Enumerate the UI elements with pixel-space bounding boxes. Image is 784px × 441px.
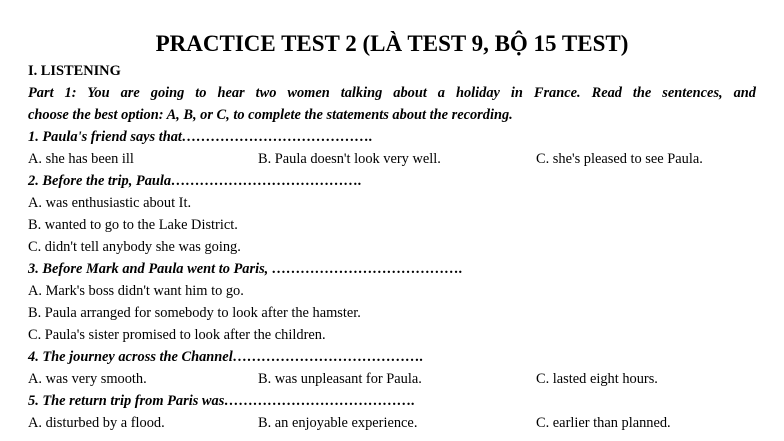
- question-1-option-c: C. she's pleased to see Paula.: [536, 151, 703, 167]
- question-5-option-c: C. earlier than planned.: [536, 415, 671, 431]
- question-1-stem: 1. Paula's friend says that………………………………….: [28, 129, 373, 145]
- question-3-stem: 3. Before Mark and Paula went to Paris, ………………………………….: [28, 261, 463, 277]
- question-5-stem: 5. The return trip from Paris was………………………………….: [28, 393, 415, 409]
- question-5-options: [28, 413, 756, 433]
- question-4-option-c: C. lasted eight hours.: [536, 371, 658, 387]
- question-4-options: [28, 369, 756, 389]
- question-2-option-b: B. wanted to go to the Lake District.: [28, 217, 238, 233]
- question-3-option-b: B. Paula arranged for somebody to look after the hamster.: [28, 305, 361, 321]
- question-5-option-a: A. disturbed by a flood.: [28, 415, 165, 431]
- question-3-option-a: A. Mark's boss didn't want him to go.: [28, 283, 244, 299]
- instructions-line-2: choose the best option: A, B, or C, to complete the statements about the recording.: [28, 107, 513, 123]
- question-2-stem: 2. Before the trip, Paula………………………………….: [28, 173, 362, 189]
- question-5-option-b: B. an enjoyable experience.: [258, 415, 418, 431]
- question-1-option-b: B. Paula doesn't look very well.: [258, 151, 441, 167]
- question-1-options: [28, 149, 756, 169]
- question-4-option-a: A. was very smooth.: [28, 371, 147, 387]
- question-4-option-b: B. was unpleasant for Paula.: [258, 371, 422, 387]
- question-2-option-c: C. didn't tell anybody she was going.: [28, 239, 241, 255]
- question-3-option-c: C. Paula's sister promised to look after the children.: [28, 327, 326, 343]
- question-2-option-a: A. was enthusiastic about It.: [28, 195, 192, 211]
- section-heading: I. LISTENING: [28, 63, 121, 79]
- page-title: PRACTICE TEST 2 (LÀ TEST 9, BỘ 15 TEST): [155, 31, 629, 56]
- instructions-line-1: Part 1: You are going to hear two women talking about a holiday in France. Read the sentences, and: [28, 85, 756, 101]
- question-4-stem: 4. The journey across the Channel………………………………….: [28, 349, 424, 365]
- question-1-option-a: A. she has been ill: [28, 151, 134, 167]
